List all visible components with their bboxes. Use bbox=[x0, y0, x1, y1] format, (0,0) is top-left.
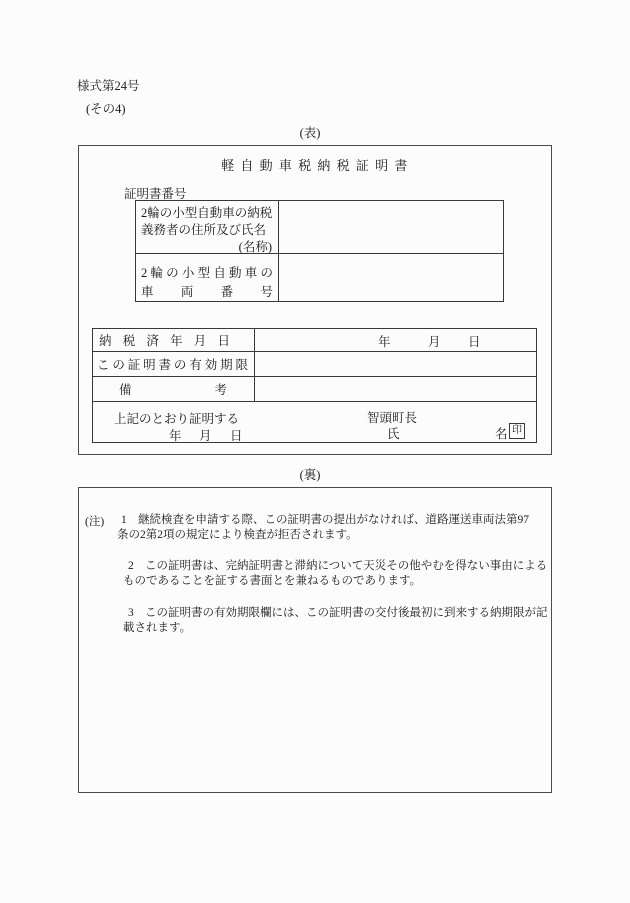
taxpayer-label-line2: 義務者の住所及び氏名 bbox=[141, 223, 267, 237]
note-1-number: 1 bbox=[121, 514, 127, 526]
mayor-title: 智頭町長 bbox=[367, 411, 418, 425]
note-2-line-2: ものであることを証する書面とを兼ねるものであります。 bbox=[123, 575, 422, 587]
taxpayer-value-cell bbox=[279, 201, 503, 253]
note-1-text bbox=[79, 513, 551, 543]
seal-mark-icon: 印 bbox=[509, 423, 525, 439]
taxpayer-row bbox=[136, 201, 503, 254]
taxpayer-label-line1: 2輪の小型自動車の納税 bbox=[141, 206, 273, 220]
vehicle-label-line2: 車両番号 bbox=[141, 285, 273, 299]
front-side-label: (表) bbox=[299, 126, 321, 140]
name-first-char: 氏 bbox=[387, 427, 400, 441]
remarks-row bbox=[93, 377, 536, 402]
certificate-title: 軽 自 動 車 税 納 税 証 明 書 bbox=[221, 158, 409, 173]
vehicle-label-line1: 2輪の小型自動車の bbox=[141, 266, 273, 280]
back-side-label: (裏) bbox=[299, 468, 321, 482]
remarks-label: 備考 bbox=[119, 383, 227, 397]
note-2-text bbox=[79, 559, 551, 589]
notes-list bbox=[79, 488, 551, 636]
paid-date-year-char: 年 bbox=[378, 335, 391, 349]
back-notes-box bbox=[78, 487, 552, 793]
paid-date-label-cell bbox=[93, 329, 255, 351]
paid-date-value-cell bbox=[255, 329, 536, 351]
certify-month-char: 月 bbox=[199, 429, 212, 443]
form-number-label: 様式第24号 bbox=[77, 79, 140, 93]
validity-label-cell bbox=[93, 352, 255, 376]
note-3-line-1: この証明書の有効期限欄には、この証明書の交付後最初に到来する納期限が記 bbox=[145, 607, 548, 619]
taxpayer-label-line3: (名称) bbox=[238, 240, 272, 254]
form-part-label: (その4) bbox=[86, 102, 126, 116]
validity-row bbox=[93, 352, 536, 377]
vehicle-number-label-cell bbox=[136, 254, 279, 301]
remarks-value-cell bbox=[255, 377, 536, 401]
note-1-line-2: 条の2第2項の規定により検査が拒否されます。 bbox=[117, 529, 358, 541]
note-1-line-1: 継続検査を申請する際、この証明書の提出がなければ、道路運送車両法第97 bbox=[138, 514, 529, 526]
vehicle-number-value-cell bbox=[279, 254, 503, 301]
name-last-char: 名 bbox=[495, 427, 508, 441]
certify-day-char: 日 bbox=[230, 429, 243, 443]
note-item-1 bbox=[79, 513, 551, 543]
certification-statement: 上記のとおり証明する bbox=[114, 412, 240, 426]
note-3-line-2: 載されます。 bbox=[123, 622, 192, 634]
remarks-label-cell bbox=[93, 377, 255, 401]
note-2-line-1: この証明書は、完納証明書と滞納について天災その他やむを得ない事由による bbox=[145, 560, 548, 572]
vehicle-number-row bbox=[136, 254, 503, 301]
owner-vehicle-table bbox=[135, 200, 504, 302]
certify-year-char: 年 bbox=[169, 429, 182, 443]
front-certificate-box bbox=[78, 145, 552, 455]
certification-row bbox=[93, 402, 536, 442]
paid-date-label: 納税済年月日 bbox=[99, 334, 230, 348]
taxpayer-label-cell bbox=[136, 201, 279, 253]
validity-value-cell bbox=[255, 352, 536, 376]
paid-date-month-char: 月 bbox=[428, 335, 441, 349]
note-3-text bbox=[79, 606, 551, 636]
payment-detail-table bbox=[92, 328, 537, 443]
validity-label: この証明書の有効期限 bbox=[97, 358, 248, 372]
paid-date-row bbox=[93, 329, 536, 352]
note-heading-label: (注) bbox=[85, 516, 105, 528]
note-item-3 bbox=[79, 606, 551, 636]
note-3-number: 3 bbox=[128, 607, 134, 619]
note-item-2 bbox=[79, 559, 551, 589]
paid-date-day-char: 日 bbox=[468, 335, 481, 349]
certificate-number-label: 証明書番号 bbox=[124, 187, 187, 201]
note-2-number: 2 bbox=[128, 560, 134, 572]
